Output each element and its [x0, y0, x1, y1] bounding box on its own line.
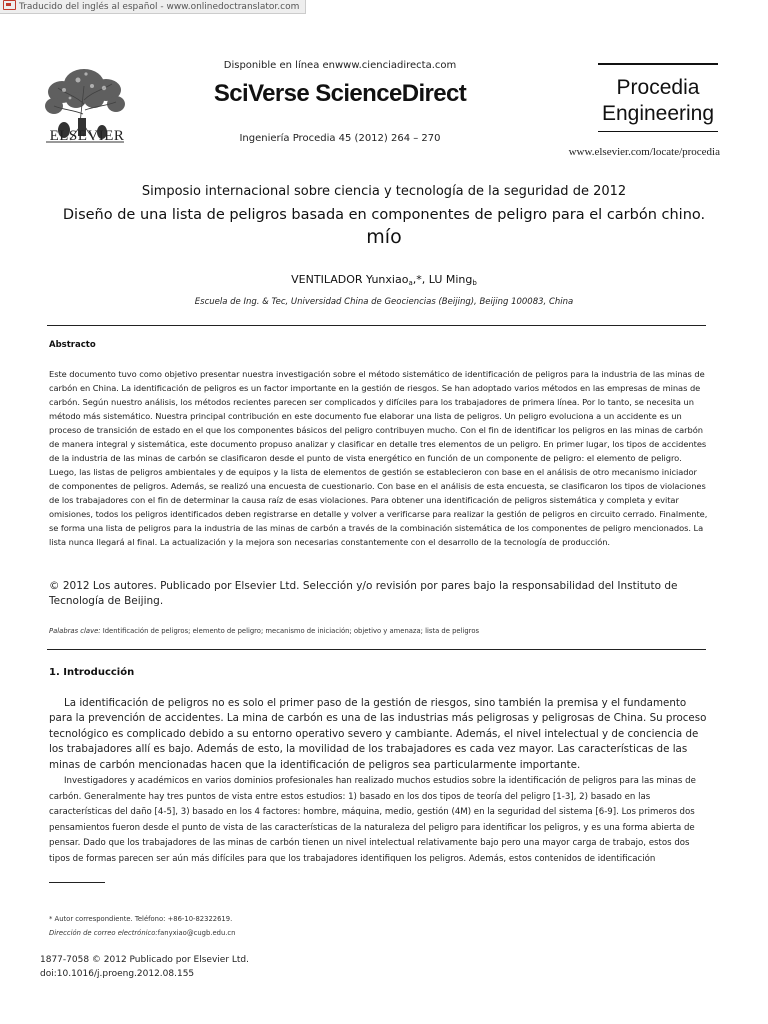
journal-title-line1: Procedia: [616, 76, 700, 99]
author-2-name: LU Ming: [428, 273, 473, 286]
email-label: Dirección de correo electrónico:: [49, 929, 158, 937]
translator-banner[interactable]: [0, 0, 306, 14]
sciverse-brand: SciVerse ScienceDirect: [213, 80, 467, 107]
author-2-affil-mark: b: [472, 279, 477, 287]
translate-icon: [3, 0, 16, 10]
corresponding-mark: ,*,: [412, 273, 429, 286]
symposium-line: Simposio internacional sobre ciencia y tecnología de la seguridad de 2012: [141, 184, 627, 199]
affiliation: Escuela de Ing. & Tec, Universidad China de Geociencias (Beijing), Beijing 100083, China: [194, 297, 574, 307]
email-link[interactable]: fanyxiao@cugb.edu.cn: [157, 929, 236, 937]
elsevier-wordmark: ELSEVIER: [49, 128, 125, 144]
keywords-list: Identificación de peligros; elemento de peligro; mecanismo de iniciación; objetivo y amenaza; lista de peligros: [100, 627, 480, 635]
keywords-label: Palabras clave:: [49, 627, 101, 635]
corresponding-author-footnote: * Autor correspondiente. Teléfono: +86-10-82322619.: [49, 915, 233, 923]
divider-top: [47, 325, 706, 326]
journal-rule-top: [598, 63, 718, 65]
journal-title: [598, 75, 718, 127]
journal-title-line2: Engineering: [601, 102, 715, 125]
author-list: [40, 273, 728, 287]
article-title-line2: mío: [366, 226, 402, 248]
author-1-name: VENTILADOR Yunxiao: [291, 273, 409, 286]
journal-url-link[interactable]: www.elsevier.com/locate/procedia: [568, 146, 720, 158]
introduction-heading: 1. Introducción: [49, 667, 135, 678]
doi-link[interactable]: doi:10.1016/j.proeng.2012.08.155: [40, 969, 195, 979]
divider-bottom: [47, 649, 706, 650]
journal-rule-bottom: [598, 131, 718, 132]
copyright-notice: © 2012 Los autores. Publicado por Elsevier Ltd. Selección y/o revisión por pares bajo la responsabilidad del Instituto de Tecnología de Beijing.: [49, 580, 678, 607]
journal-reference: Ingeniería Procedia 45 (2012) 264 – 270: [239, 133, 441, 144]
footnote-rule: [49, 882, 105, 883]
available-online-link[interactable]: Disponible en línea enwww.cienciadirecta.com: [223, 60, 457, 71]
article-title-line1: Diseño de una lista de peligros basada en componentes de peligro para el carbón chino.: [62, 207, 706, 223]
introduction-paragraph-1: La identificación de peligros no es solo el primer paso de la gestión de riesgos, sino también la premisa y el fundamento para la prevención de accidentes. La mina de carbón es una de las industrias más peligrosas y peligrosas de China. Su proceso tecnológico es complicado debido a su entorno operativo severo y cambiante. Además, el nivel intelectual y de conciencia de los trabajadores allí es bajo. Además de esto, la movilidad de los trabajadores es cada vez mayor. Las características de las minas de carbón mencionadas hacen que la identificación de peligros sea particularmente importante.: [49, 697, 707, 771]
keywords: [49, 627, 709, 635]
issn-line: 1877-7058 © 2012 Publicado por Elsevier Ltd.: [40, 955, 250, 965]
abstract-heading: Abstracto: [49, 340, 96, 350]
email-footnote: [49, 929, 235, 937]
introduction-paragraph-2: Investigadores y académicos en varios dominios profesionales han realizado muchos estudios sobre la identificación de peligros para las minas de carbón. Generalmente hay tres puntos de vista entre estos estudios: 1) basado en los dos tipos de teoría del peligro [1-3], 2) basado en las características del daño [4-5], 3) basado en los 4 factores: hombre, máquina, medio, gestión (4M) en la seguridad del sistema [6-9]. Los primeros dos pensamientos fueron desde el punto de vista de las características de la naturaleza del peligro para identificar los peligros, y es una forma abierta de pensar. Dado que los trabajadores de las minas de carbón tienen un nivel intelectual relativamente bajo pero una mayor carga de trabajo, estos dos tipos de formas parecen ser aún más difíciles para que los trabajadores identifiquen los peligros. Además, estos contenidos de identificación: [49, 776, 696, 864]
abstract-body: Este documento tuvo como objetivo presentar nuestra investigación sobre el método sistemático de identificación de peligros para la industria de las minas de carbón en China. La identificación de peligros es un factor importante en la gestión de riesgos. Se han adoptado varios métodos en las empresas de minas de carbón. Según nuestro análisis, los métodos recientes parecen ser complicados y difíciles para los trabajadores de primera línea. Por lo tanto, se necesita un método más sistemático. Nuestra principal contribución en este documento fue elaborar una lista de peligros. Un peligro evoluciona a un accidente es un proceso de transición de estado en el que los componentes básicos del peligro contribuyen mucho. Con el fin de identificar los peligros en las minas de carbón de manera integral y sistemática, este documento propuso analizar y clasificar en detalle tres elementos de un peligro. En primer lugar, los tipos de accidentes de la industria de las minas de carbón se clasificaron desde el punto de vista energético en función de un componente de peligro: el elemento de peligro. Luego, las listas de peligros ambientales y de equipos y la lista de elementos de gestión se establecieron con base en el análisis de otro mecanismo iniciador de componentes de peligros. Además, se realizó una encuesta de cuestionario. Con base en el análisis de esta encuesta, se clasificaron los tipos de violaciones de los trabajadores con el fin de determinar la causa raíz de esas violaciones. Para obtener una identificación de peligros sistemática y completa y evitar omisiones, todos los peligros identificados deben registrarse en detalle y volver a verificarse para realizar la gestión de peligros en circuito cerrado. Finalmente, se forma una lista de peligros para la industria de las minas de carbón a través de la combinación sistemática de los componentes de peligro mencionados. La lista nunca llegará al final. La actualización y la mejora son necesarias constantemente con el desarrollo de la tecnología de producción.: [49, 369, 708, 547]
translator-banner-text[interactable]: Traducido del inglés al español - www.onlinedoctranslator.com: [19, 2, 300, 12]
author-1-affil-mark: a: [408, 279, 413, 287]
